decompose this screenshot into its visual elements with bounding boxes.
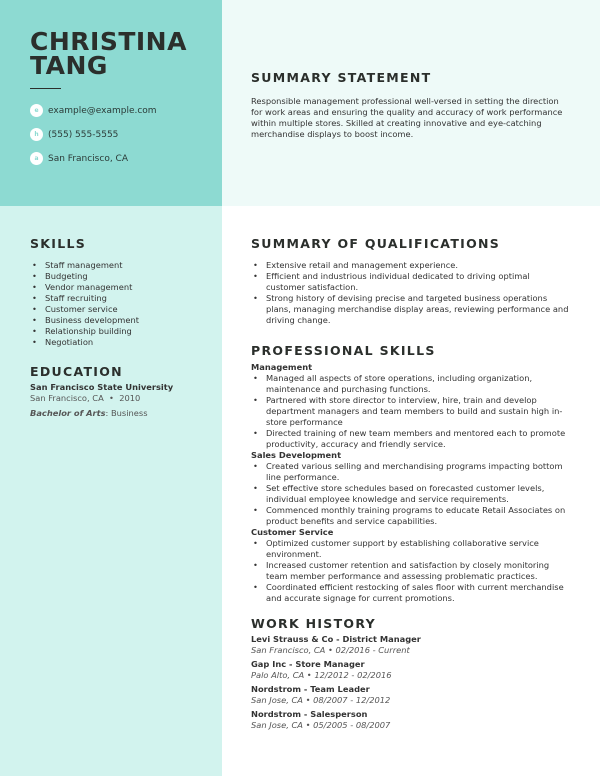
professional-skills-heading: PROFESSIONAL SKILLS: [251, 343, 436, 358]
address-icon: a: [30, 152, 43, 165]
qualification-item: • Efficient and industrious individual dedicated to driving optimal customer satisfaction.: [251, 271, 571, 293]
work-history-heading: WORK HISTORY: [251, 616, 376, 631]
skill-group-list: [251, 461, 571, 527]
professional-skills: [251, 362, 571, 604]
contact-email: [30, 104, 157, 117]
skills-list: [30, 260, 210, 348]
job-entry: [251, 684, 571, 706]
candidate-name: CHRISTINA TANG: [30, 27, 187, 80]
job-entry: [251, 659, 571, 681]
skill-detail-item: • Optimized customer support by establishing collaborative service environment.: [251, 538, 571, 560]
skill-detail-item: • Directed training of new team members and mentored each to promote productivity, accuracy and friendly service.: [251, 428, 571, 450]
skill-group-list: [251, 538, 571, 604]
job-entry: [251, 709, 571, 731]
skill-detail-item: • Managed all aspects of store operations, including organization, maintenance and purchasing functions.: [251, 373, 571, 395]
job-title: Levi Strauss & Co - District Manager: [251, 634, 421, 644]
skill-group-title: Customer Service: [251, 527, 334, 537]
school-location: San Francisco, CA: [30, 393, 104, 403]
job-title: Nordstrom - Salesperson: [251, 709, 368, 719]
skill-detail-item: • Partnered with store director to interview, hire, train and develop department managers and team members to build and sustain high in-store performance: [251, 395, 571, 428]
skill-group-title: Management: [251, 362, 313, 372]
divider: [30, 88, 61, 89]
job-details: San Jose, CA • 08/2007 - 12/2012: [251, 695, 391, 705]
skill-item: • Vendor management: [30, 282, 210, 293]
job-details: San Francisco, CA • 02/2016 - Current: [251, 645, 410, 655]
skill-item: • Business development: [30, 315, 210, 326]
job-title: Gap Inc - Store Manager: [251, 659, 365, 669]
qualification-item: • Strong history of devising precise and targeted business operations plans, managing merchandise display areas, reviewing performance and driving change.: [251, 293, 571, 326]
separator: •: [109, 393, 114, 403]
skill-item: • Staff management: [30, 260, 210, 271]
field: : Business: [105, 408, 148, 418]
qualification-item: • Extensive retail and management experience.: [251, 260, 571, 271]
skill-item: • Customer service: [30, 304, 210, 315]
contact-address: [30, 152, 128, 165]
skill-detail-item: • Increased customer retention and satisfaction by closely monitoring team member performance and assessing problematic practices.: [251, 560, 571, 582]
email-text: example@example.com: [48, 105, 157, 116]
school: San Francisco State University: [30, 382, 174, 392]
skill-detail-item: • Commenced monthly training programs to educate Retail Associates on product benefits and service capabilities.: [251, 505, 571, 527]
job-title: Nordstrom - Team Leader: [251, 684, 370, 694]
qualifications-heading: SUMMARY OF QUALIFICATIONS: [251, 236, 501, 251]
degree: Bachelor of Arts: [30, 408, 106, 418]
summary-heading: SUMMARY STATEMENT: [251, 70, 432, 85]
summary-text: Responsible management professional well-versed in setting the direction for work areas and ensuring the quality and accuracy of work performance within multiple stores. Skilled at creating innovative and eye-catching merchandise displays to boost income.: [251, 96, 563, 139]
skills-heading: SKILLS: [30, 236, 87, 251]
skill-item: • Relationship building: [30, 326, 210, 337]
skill-group-list: [251, 373, 571, 450]
skill-group-title: Sales Development: [251, 450, 342, 460]
job-details: San Jose, CA • 05/2005 - 08/2007: [251, 720, 391, 730]
address-text: San Francisco, CA: [48, 153, 128, 164]
qualifications-list: [251, 260, 571, 326]
education-entry: [30, 382, 215, 419]
skill-item: • Negotiation: [30, 337, 210, 348]
skill-detail-item: • Coordinated efficient restocking of sales floor with current merchandise and accurate signage for current promotions.: [251, 582, 571, 604]
skill-item: • Staff recruiting: [30, 293, 210, 304]
job-details: Palo Alto, CA • 12/2012 - 02/2016: [251, 670, 392, 680]
contact-phone: [30, 128, 118, 141]
work-history: [251, 634, 571, 734]
phone-text: (555) 555-5555: [48, 129, 119, 140]
grad-year: 2010: [119, 393, 141, 403]
skill-detail-item: • Set effective store schedules based on forecasted customer levels, individual employee knowledge and service requirements.: [251, 483, 571, 505]
email-icon: e: [30, 104, 43, 117]
education-heading: EDUCATION: [30, 364, 123, 379]
skill-detail-item: • Created various selling and merchandising programs impacting bottom line performance.: [251, 461, 571, 483]
job-entry: [251, 634, 571, 656]
phone-icon: h: [30, 128, 43, 141]
skill-item: • Budgeting: [30, 271, 210, 282]
